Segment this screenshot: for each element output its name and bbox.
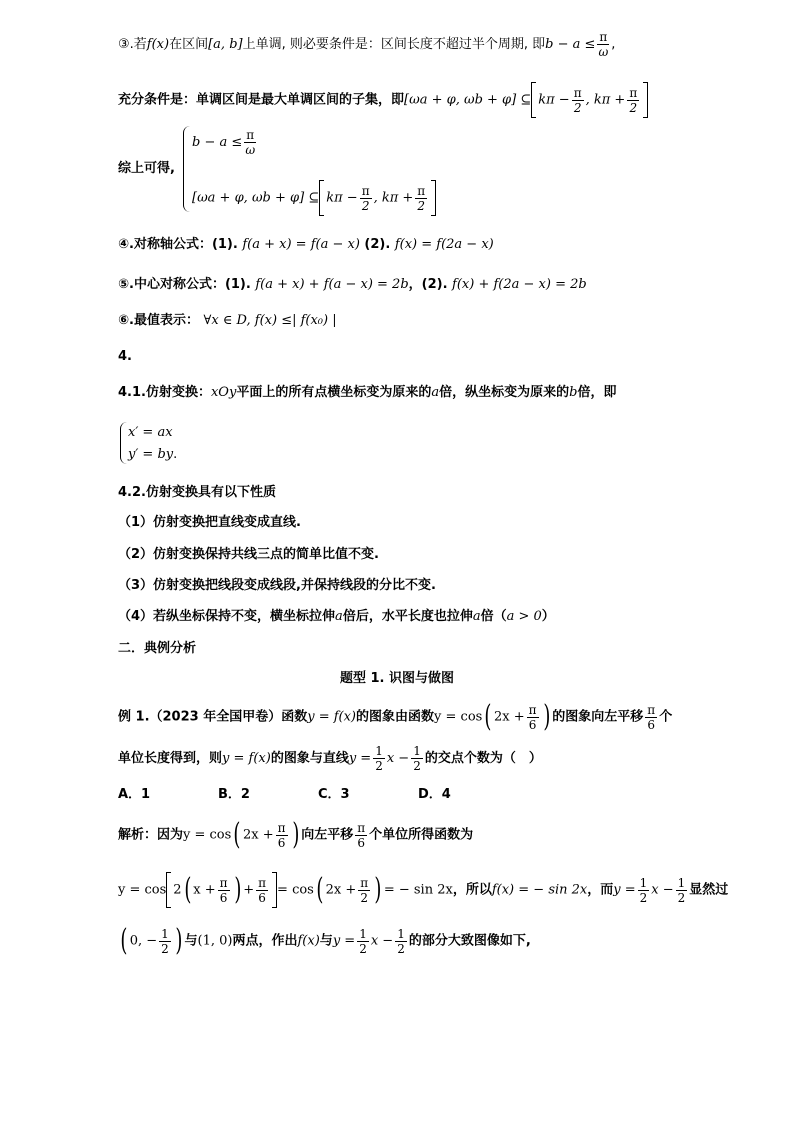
text: 的图象与直线 — [270, 751, 349, 766]
math: 2x + — [494, 709, 525, 725]
math: x′ = ax — [128, 425, 173, 440]
text: 个 — [659, 709, 673, 725]
fraction: $\frac{\pi}{\omega}$ — [245, 128, 256, 157]
fraction: $\frac{1}{2}$ — [677, 875, 686, 905]
solution-line-3 — [118, 923, 531, 958]
text: 在区间 — [169, 37, 209, 52]
line-center-symmetry — [118, 276, 587, 294]
math: f(x) + f(2a − x) = 2b — [452, 277, 587, 292]
text: (2). — [364, 237, 391, 252]
math: (1, 0) — [197, 933, 233, 949]
text: 显然过 — [689, 882, 729, 898]
math: 2x + — [243, 827, 274, 843]
type-1-heading: 题型 1. 识图与做图 — [339, 671, 455, 686]
fraction: $\frac{\pi}{6}$ — [357, 820, 366, 850]
math: 2 — [173, 882, 182, 898]
fraction: $\frac{\pi}{2}$ — [629, 85, 638, 115]
choices — [118, 786, 518, 804]
fraction: $\frac{\pi}{2}$ — [360, 875, 369, 905]
choice-d[interactable]: D．4 — [418, 787, 451, 802]
math: y = — [348, 751, 372, 766]
math: a — [431, 385, 440, 400]
text: 解析：因为 — [118, 827, 184, 843]
text: 的图象由函数 — [356, 709, 435, 725]
text: ，(2). — [408, 277, 448, 292]
math: y = f(x) — [222, 751, 271, 766]
left-bracket — [531, 82, 536, 118]
property-2: （2）仿射变换保持共线三点的简单比值不变. — [118, 547, 379, 562]
left-paren: ( — [316, 872, 324, 907]
affine-definition — [118, 384, 616, 402]
fraction: $\frac{1}{2}$ — [639, 875, 648, 905]
math: f(x) — [146, 37, 170, 52]
text: 两点，作出 — [232, 933, 298, 949]
text: 向左平移 — [301, 827, 354, 843]
math: ∀x ∈ D, f(x) ≤| f(x₀) | — [203, 313, 337, 328]
line-symmetry-axis — [118, 236, 494, 254]
text: 4.1.仿射变换： — [118, 385, 211, 400]
conclusion-label: 综上可得, — [118, 161, 175, 176]
text: ⑥.最值表示： — [118, 313, 199, 328]
conclusion-row-2 — [192, 180, 436, 216]
fraction: $\frac{\pi}{\omega}$ — [598, 30, 609, 59]
right-paren: ) — [175, 923, 183, 958]
math: y = cos — [118, 882, 167, 898]
text: （4）若纵坐标保持不变，横坐标拉伸 — [118, 609, 336, 624]
text: 与 — [319, 933, 333, 949]
example-1-line-2 — [118, 744, 542, 773]
math: [ωa + φ, ωb + φ] ⊆ — [404, 92, 532, 108]
math: f(x) — [297, 933, 320, 949]
math: 0, − — [129, 933, 158, 949]
math: kπ − — [326, 190, 358, 206]
solution-line-1 — [118, 817, 474, 852]
text: 上单调, 则必要条件是：区间长度不超过半个周期, 即 — [242, 37, 546, 52]
left-bracket — [166, 872, 171, 908]
math: x − — [651, 882, 674, 898]
math: y′ = by — [128, 447, 174, 462]
text: 的部分大致图像如下, — [408, 933, 531, 949]
fraction: $\frac{\pi}{6}$ — [258, 875, 267, 905]
math: x + — [193, 882, 216, 898]
math: f(a + x) = f(a − x) — [242, 237, 360, 252]
math: x − — [370, 933, 394, 949]
property-4 — [118, 608, 555, 626]
fraction: $\frac{\pi}{2}$ — [361, 183, 370, 213]
fraction: $\frac{1}{2}$ — [161, 926, 169, 956]
math: 2x + — [325, 882, 357, 898]
text: 的图象向左平移 — [552, 709, 644, 725]
fraction: $\frac{1}{2}$ — [397, 926, 405, 956]
math: x − — [386, 751, 410, 766]
left-paren: ( — [233, 817, 241, 852]
text: 充分条件是：单调区间是最大单调区间的子集，即 — [118, 92, 405, 108]
text: ⑤.中心对称公式：(1). — [118, 277, 251, 292]
text: 例 1.（2023 年全国甲卷）函数 — [118, 709, 308, 725]
property-1: （1）仿射变换把直线变成直线. — [118, 515, 301, 530]
math: a > 0 — [506, 609, 542, 624]
affine-system-brace — [120, 422, 127, 464]
example-1-line-1 — [118, 699, 673, 734]
text: 倍，即 — [577, 385, 617, 400]
right-bracket — [643, 82, 648, 118]
text: 的交点个数为（ ） — [424, 751, 542, 766]
text: 单位长度得到，则 — [118, 751, 223, 766]
line-monotonic-necessary — [118, 30, 615, 59]
math: f(a + x) + f(a − x) = 2b — [255, 277, 409, 292]
line-monotonic-sufficient — [118, 82, 648, 118]
math: [a, b] — [208, 37, 243, 52]
math: , kπ + — [373, 190, 414, 206]
fraction: $\frac{\pi}{6}$ — [528, 702, 537, 732]
math: b — [569, 385, 578, 400]
math: y = f(x) — [307, 709, 357, 725]
text: 个单位所得函数为 — [369, 827, 474, 843]
math: a — [335, 609, 343, 624]
affine-system-row-1 — [128, 424, 173, 442]
math: kπ − — [538, 92, 570, 108]
text: . — [173, 447, 178, 462]
math: y = — [332, 933, 356, 949]
solution-line-2 — [118, 872, 728, 908]
math: b − a ≤ — [545, 37, 596, 52]
math: f(x) = − sin 2x — [491, 882, 588, 898]
left-paren: ( — [484, 699, 492, 734]
fraction: $\frac{1}{2}$ — [413, 744, 421, 773]
text: 倍，纵坐标变为原来的 — [439, 385, 570, 400]
left-paren: ( — [183, 872, 191, 907]
math: y = cos — [434, 709, 483, 725]
fraction: $\frac{\pi}{6}$ — [277, 820, 286, 850]
fraction: $\frac{\pi}{2}$ — [417, 183, 426, 213]
text: ③.若 — [118, 37, 147, 52]
text: ） — [541, 609, 555, 624]
math: + — [243, 882, 255, 898]
fraction: $\frac{\pi}{2}$ — [573, 85, 582, 115]
choice-a[interactable]: A．1 — [118, 787, 151, 802]
right-paren: ) — [374, 872, 382, 907]
conclusion-row-1 — [192, 128, 258, 157]
property-3: （3）仿射变换把线段变成线段,并保持线段的分比不变. — [118, 578, 436, 593]
right-bracket — [431, 180, 436, 216]
section-4-heading: 4. — [118, 349, 132, 364]
math: , kπ + — [585, 92, 626, 108]
text: 倍（ — [480, 609, 507, 624]
math: xOy — [210, 385, 237, 400]
affine-properties-heading: 4.2.仿射变换具有以下性质 — [118, 485, 276, 500]
choice-c[interactable]: C．3 — [318, 787, 350, 802]
line-extremum — [118, 312, 337, 330]
affine-system-row-2 — [128, 446, 177, 464]
text: 倍后，水平长度也拉伸 — [342, 609, 473, 624]
text: 与 — [184, 933, 198, 949]
right-paren: ) — [233, 872, 241, 907]
math: f(x) = f(2a − x) — [394, 237, 494, 252]
left-paren: ( — [120, 923, 128, 958]
right-paren: ) — [291, 817, 299, 852]
text: 平面上的所有点横坐标变为原来的 — [236, 385, 432, 400]
fraction: $\frac{1}{2}$ — [359, 926, 367, 956]
text: ④.对称轴公式：(1). — [118, 237, 238, 252]
math: b − a ≤ — [192, 135, 243, 150]
right-paren: ) — [542, 699, 550, 734]
left-bracket — [319, 180, 324, 216]
fraction: $\frac{\pi}{6}$ — [219, 875, 228, 905]
math: y = — [613, 882, 636, 898]
text: ，所以 — [452, 882, 492, 898]
fraction: $\frac{1}{2}$ — [375, 744, 383, 773]
math: a — [472, 609, 481, 624]
choice-b[interactable]: B．2 — [218, 787, 250, 802]
math: [ωa + φ, ωb + φ] ⊆ — [192, 190, 320, 206]
section-2-heading: 二．典例分析 — [118, 641, 197, 656]
text: , — [611, 37, 616, 52]
fraction: $\frac{\pi}{6}$ — [647, 702, 656, 732]
math: y = cos — [183, 827, 232, 843]
math: = cos — [277, 882, 314, 898]
math: = − sin 2x — [383, 882, 453, 898]
text: ，而 — [587, 882, 614, 898]
conclusion-brace — [183, 126, 190, 212]
